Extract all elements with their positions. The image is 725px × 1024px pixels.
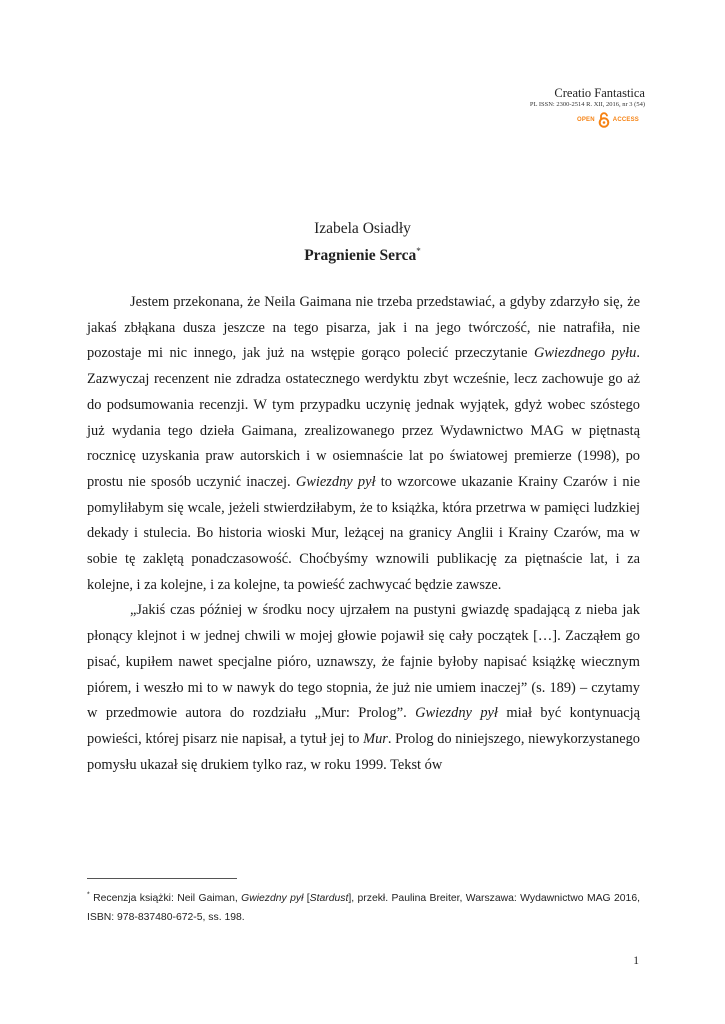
open-access-lock-icon <box>598 112 610 128</box>
footnote-mark: * <box>87 891 90 899</box>
journal-issn: PL ISSN: 2300-2514 R. XII, 2016, nr 3 (54) <box>529 101 645 108</box>
footnote-original-title: Stardust <box>309 893 349 904</box>
paragraph-2-book-title-a: Gwiezdny pył <box>415 705 498 722</box>
footnote <box>87 889 640 927</box>
paragraph-1-text-c: to wzorcowe ukazanie Krainy Czarów i nie pomyliłabym się wcale, jeżeli stwierdziłabym, że to książka, która przetrwa w pamięci ludzkiej dekady i stulecia. Bo historia wioski Mur, leżącej na granicy Anglii i Krainy Czarów, ma w sobie tę zaklętą ponadczasowość. Choćbyśmy wznowili publikację za piętnaście lat, i za kolejne, i za kolejne, i za kolejne, ta powieść zachwycać będzie zawsze. <box>87 473 640 593</box>
paragraph-1-book-title-b: Gwiezdny pył <box>295 473 376 490</box>
open-access-badge <box>530 112 639 128</box>
footnote-text-c: ], przekł. Paulina Breiter, Warszawa: Wydawnictwo MAG 2016, ISBN: 978-837480-672-5, ss. 198. <box>87 893 640 923</box>
page-number: 1 <box>633 955 639 967</box>
article-author: Izabela Osiadły <box>314 220 411 237</box>
paragraph-2-book-title-b: Mur <box>363 730 388 747</box>
journal-header <box>530 86 645 128</box>
paragraph-1-book-title-a: Gwiezdnego pyłu <box>534 345 637 362</box>
paragraph-2-text-b: miał być kontynuacją powieści, której pisarz nie napisał, a tytuł jej to <box>87 705 640 747</box>
paragraph-2-text-c: . Prolog do niniejszego, niewykorzystanego pomysłu ukazał się drukiem tylko raz, w roku 1999. Tekst ów <box>87 730 640 773</box>
paragraph-1 <box>87 290 640 598</box>
article-title <box>0 247 725 265</box>
paragraph-2 <box>87 598 640 778</box>
paragraph-1-text-a: Jestem przekonana, że Neila Gaimana nie trzeba przedstawiać, a gdyby zdarzyło się, że jakaś zbłąkana dusza jeszcze na tego pisarza, jak i na jego twórczość, nie natrafiła, nie pozostaje mi nic innego, jak już na wstępie gorąco polecić przeczytanie <box>87 294 640 362</box>
open-access-right-label: ACCESS <box>612 117 639 123</box>
open-access-left-label: OPEN <box>576 117 595 123</box>
footnote-text-a: Recenzja książki: Neil Gaiman, <box>89 893 242 904</box>
footnote-divider <box>87 878 237 879</box>
article-body <box>87 290 640 778</box>
paragraph-2-text-a: „Jakiś czas później w środku nocy ujrzałem na pustyni gwiazdę spadającą z nieba jak płonący klejnot i w jednej chwili w mojej głowie pojawił się cały początek […]. Zacząłem go pisać, kupiłem nawet specjalne pióro, uznawszy, że fajnie byłoby napisać książkę wiecznym piórem, i weszło mi to w nawyk do tego stopnia, że już nie umiem inaczej” (s. 189) – czytamy w przedmowie autora do rozdziału „Mur: Prolog”. <box>87 602 640 722</box>
article-title-text: Pragnienie Serca <box>304 247 417 264</box>
journal-title: Creatio Fantastica <box>554 86 645 100</box>
footnote-book-title: Gwiezdny pył <box>241 893 304 904</box>
footnote-text-b: [ <box>303 893 310 904</box>
paragraph-1-text-b: . Zazwyczaj recenzent nie zdradza ostatecznego werdyktu zbyt wcześnie, lecz zachowuje go aż do podsumowania recenzji. W tym przypadku uczynię jednak wyjątek, gdyż wobec szóstego już wydania tego dzieła Gaimana, zrealizowanego przez Wydawnictwo MAG w piętnastą rocznicę uzyskania praw autorskich i w osiemnaście lat po światowej premierze (1998), po prostu nie sposób uczynić inaczej. <box>87 345 640 490</box>
title-footnote-mark: * <box>416 245 421 256</box>
